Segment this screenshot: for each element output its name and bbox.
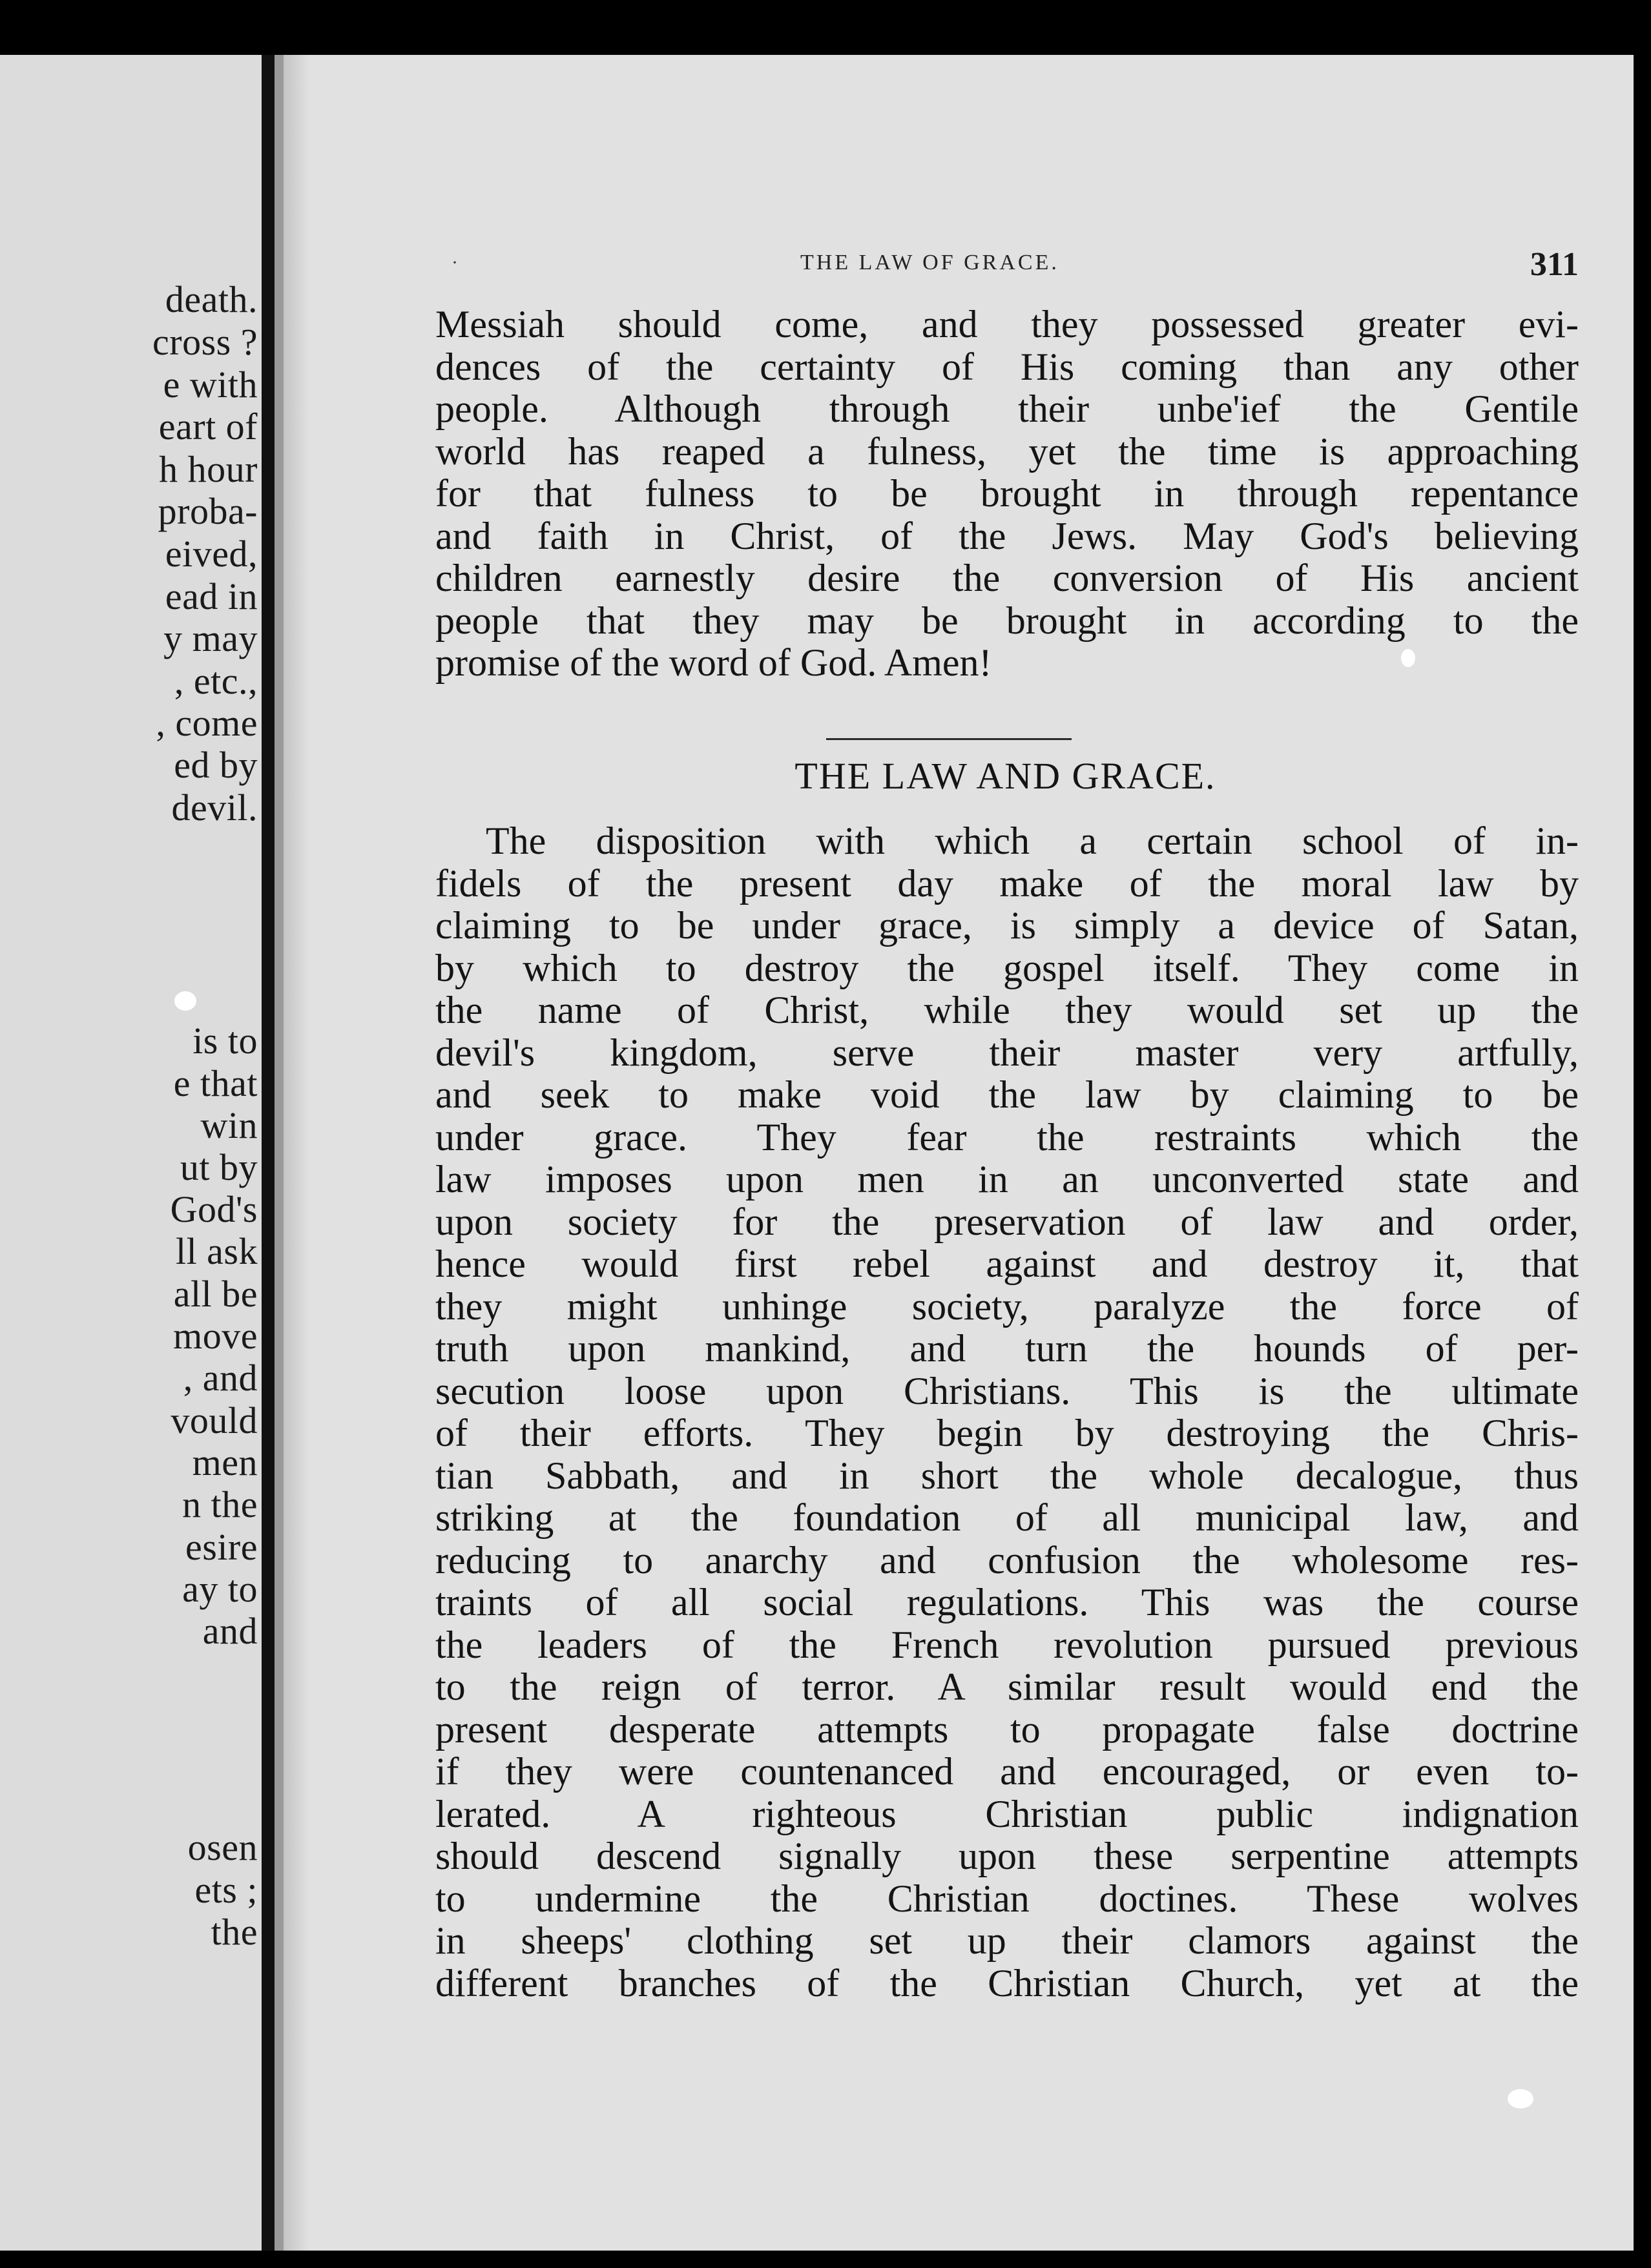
previous-page-line: ll ask xyxy=(175,1230,258,1272)
text-line: tian Sabbath, and in short the whole decalogue, thus xyxy=(435,1454,1579,1497)
book-page xyxy=(284,55,1634,2251)
previous-page-line: cross ? xyxy=(152,321,258,363)
gutter-edge xyxy=(275,55,284,2251)
previous-page-line: men xyxy=(192,1441,258,1483)
section-body-text xyxy=(435,820,1579,2005)
text-line: dences of the certainty of His coming than any other xyxy=(435,345,1579,388)
previous-page-line: , and xyxy=(183,1357,258,1399)
previous-page-line: proba- xyxy=(158,490,258,532)
text-line: secution loose upon Christians. This is the ultimate xyxy=(435,1369,1579,1412)
previous-page-line: win xyxy=(200,1104,258,1146)
text-line: claiming to be under grace, is simply a device of Satan, xyxy=(435,904,1579,947)
previous-page-line: all be xyxy=(173,1273,258,1315)
text-line: upon society for the preservation of law and order, xyxy=(435,1200,1579,1243)
page-number: 311 xyxy=(1530,246,1579,283)
page-shadow xyxy=(284,55,309,2251)
text-line: they might unhinge society, paralyze the force of xyxy=(435,1284,1579,1328)
text-line: hence would first rebel against and destroy it, that xyxy=(435,1242,1579,1285)
text-line: in sheeps' clothing set up their clamors against the xyxy=(435,1919,1579,1962)
previous-page-line: the xyxy=(211,1911,258,1953)
text-line: present desperate attempts to propagate false doctrine xyxy=(435,1707,1579,1751)
text-line: and faith in Christ, of the Jews. May God's believing xyxy=(435,514,1579,557)
text-line: if they were countenanced and encouraged, or even to- xyxy=(435,1750,1579,1793)
text-line: and seek to make void the law by claiming to be xyxy=(435,1073,1579,1116)
previous-page-line: death. xyxy=(165,278,258,320)
paper-speck xyxy=(174,991,196,1011)
section-continuation-text xyxy=(435,304,1579,685)
text-line: to the reign of terror. A similar result would end the xyxy=(435,1665,1579,1708)
text-line: children earnestly desire the conversion of His ancient xyxy=(435,557,1579,599)
text-line: people. Although through their unbe'ief the Gentile xyxy=(435,387,1579,430)
paper-speck xyxy=(1401,649,1415,667)
text-line: reducing to anarchy and confusion the wholesome res- xyxy=(435,1538,1579,1582)
paper-speck xyxy=(1508,2089,1533,2108)
previous-page-line: is to xyxy=(192,1020,258,1062)
book-gutter xyxy=(262,55,275,2251)
text-line: under grace. They fear the restraints which the xyxy=(435,1115,1579,1159)
text-line: The disposition with which a certain school of in- xyxy=(486,820,1579,862)
text-line: should descend signally upon these serpentine attempts xyxy=(435,1835,1579,1877)
previous-page-line: and xyxy=(202,1610,258,1652)
section-title: THE LAW AND GRACE. xyxy=(794,755,1216,797)
previous-page-line: osen xyxy=(187,1826,258,1868)
print-mark: · xyxy=(452,252,458,273)
previous-page-line: ets ; xyxy=(194,1869,258,1911)
previous-page-line: h hour xyxy=(159,448,258,490)
text-line: by which to destroy the gospel itself. They come in xyxy=(435,946,1579,989)
text-line: lerated. A righteous Christian public indignation xyxy=(435,1792,1579,1835)
previous-page-line: eived, xyxy=(165,533,258,575)
page-header xyxy=(432,245,1579,291)
text-line: striking at the foundation of all municipal law, and xyxy=(435,1496,1579,1539)
text-line: for that fulness to be brought in through repentance xyxy=(435,472,1579,515)
text-line: truth upon mankind, and turn the hounds of per- xyxy=(435,1327,1579,1370)
text-line: promise of the word of God. Amen! xyxy=(435,641,992,684)
text-line: to undermine the Christian doctines. These wolves xyxy=(435,1877,1579,1920)
previous-page-line: eart of xyxy=(158,406,258,448)
previous-page-line: e that xyxy=(173,1062,258,1104)
previous-page-line: ead in xyxy=(165,575,258,617)
text-line: people that they may be brought in according to the xyxy=(435,599,1579,642)
text-line: law imposes upon men in an unconverted state and xyxy=(435,1158,1579,1201)
previous-page-line: e with xyxy=(163,364,258,406)
previous-page-line: ut by xyxy=(180,1146,258,1188)
previous-page-fragment xyxy=(0,55,262,2251)
text-line: traints of all social regulations. This was the course xyxy=(435,1581,1579,1624)
running-head: THE LAW OF GRACE. xyxy=(800,251,1059,274)
text-line: of their efforts. They begin by destroying the Chris- xyxy=(435,1412,1579,1454)
text-line: the leaders of the French revolution pursued previous xyxy=(435,1623,1579,1666)
section-divider xyxy=(826,738,1072,740)
previous-page-line: , come xyxy=(156,702,258,744)
previous-page-line: n the xyxy=(182,1483,258,1525)
previous-page-line: vould xyxy=(171,1399,258,1441)
text-line: devil's kingdom, serve their master very artfully, xyxy=(435,1031,1579,1074)
text-line: the name of Christ, while they would set up the xyxy=(435,989,1579,1031)
previous-page-line: ay to xyxy=(182,1568,258,1610)
previous-page-line: devil. xyxy=(171,787,258,829)
previous-page-line: ed by xyxy=(174,744,258,786)
previous-page-line: y may xyxy=(163,617,258,659)
text-line: fidels of the present day make of the moral law by xyxy=(435,861,1579,905)
previous-page-line: God's xyxy=(170,1188,258,1230)
text-line: world has reaped a fulness, yet the time is approaching xyxy=(435,429,1579,473)
previous-page-line: move xyxy=(173,1315,258,1357)
text-line: Messiah should come, and they possessed greater evi- xyxy=(435,303,1579,345)
text-line: different branches of the Christian Church, yet at the xyxy=(435,1961,1579,2005)
previous-page-line: esire xyxy=(185,1526,258,1568)
previous-page-line: , etc., xyxy=(174,660,258,702)
